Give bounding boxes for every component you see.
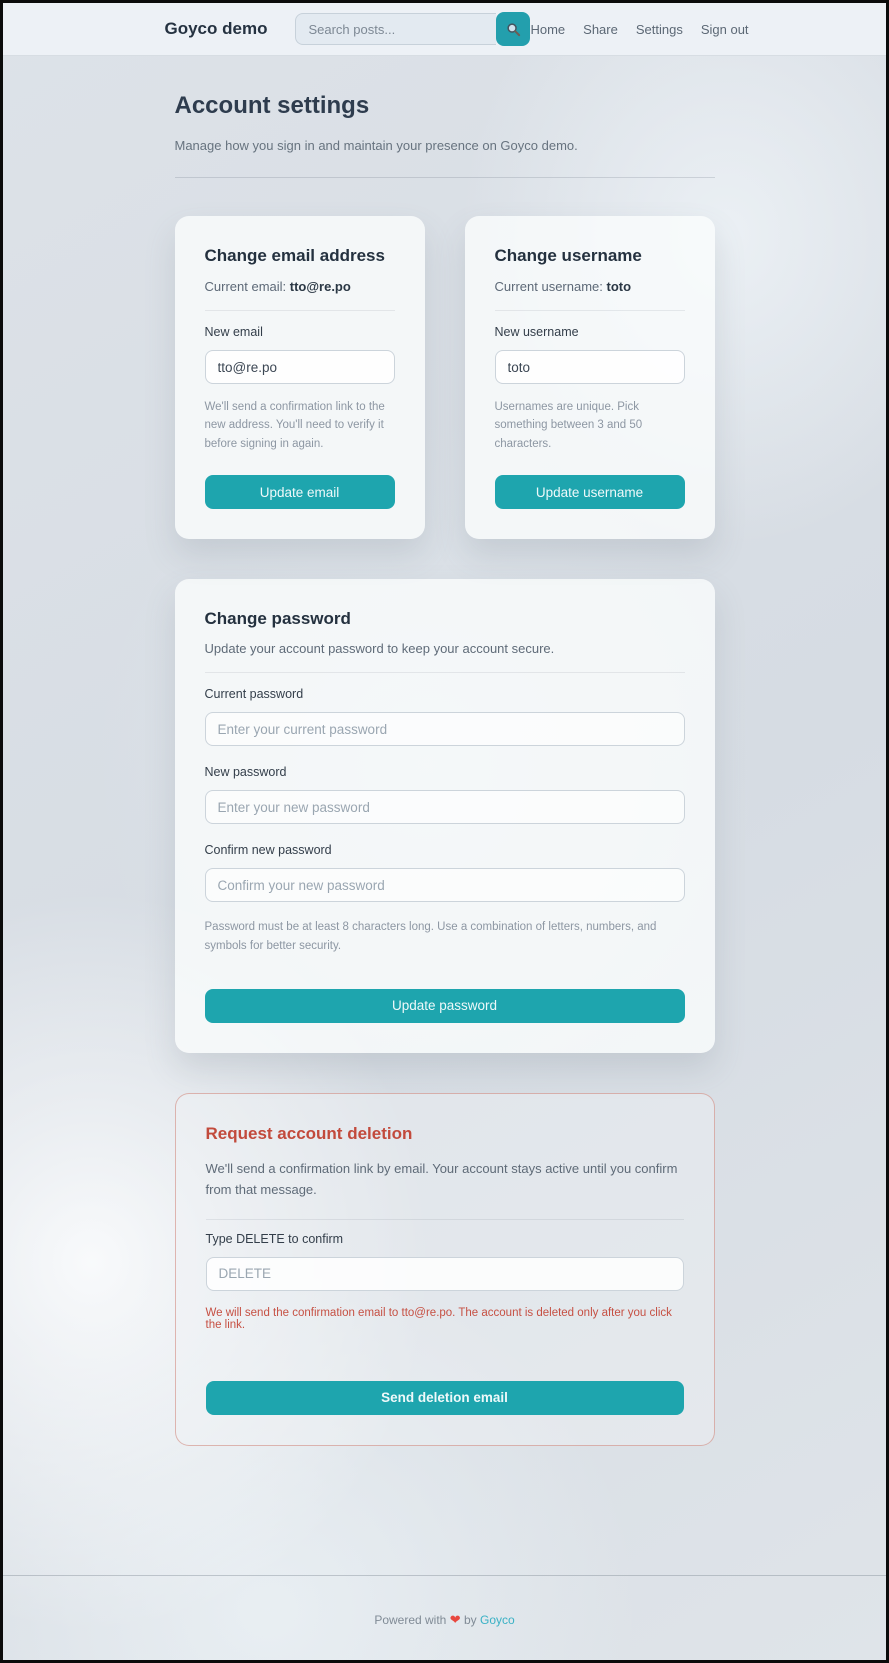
- username-help-text: Usernames are unique. Pick something between 3 and 50 characters.: [494, 401, 643, 450]
- card-divider: [206, 1219, 684, 1220]
- nav-link-share[interactable]: Share: [583, 21, 618, 37]
- search-icon: [506, 22, 521, 37]
- page-title: Account settings: [174, 92, 370, 119]
- page-footer: [3, 1575, 886, 1660]
- delete-confirm-input[interactable]: [206, 1257, 684, 1291]
- email-help-text: We'll send a confirmation link to the new address. You'll need to verify it before signing in again.: [204, 401, 385, 450]
- current-email-line: [205, 279, 395, 294]
- new-email-label: New email: [204, 325, 263, 339]
- delete-confirm-label: Type DELETE to confirm: [205, 1231, 344, 1246]
- update-email-button[interactable]: Update email: [205, 475, 395, 509]
- deletion-warning-text: We will send the confirmation email to tto@re.po. The account is deleted only after you click the link.: [205, 1306, 672, 1331]
- change-password-card: [175, 579, 715, 1053]
- change-password-subtitle: Update your account password to keep your account secure.: [204, 641, 555, 657]
- new-username-input[interactable]: [495, 350, 685, 384]
- password-help-text: Password must be at least 8 characters long. Use a combination of letters, numbers, and symbols for better security.: [204, 921, 657, 952]
- change-username-card: [465, 216, 715, 539]
- card-divider: [205, 310, 395, 311]
- nav-link-signout[interactable]: Sign out: [700, 21, 749, 37]
- confirm-password-label: Confirm new password: [204, 843, 332, 858]
- nav-link-home[interactable]: Home: [530, 21, 566, 37]
- current-username-label: Current username:: [494, 279, 607, 294]
- current-email-value: tto@re.po: [289, 279, 351, 294]
- new-email-input[interactable]: [205, 350, 395, 384]
- search-input[interactable]: [295, 13, 496, 45]
- current-password-input[interactable]: [205, 712, 685, 746]
- new-password-label: New password: [204, 765, 287, 780]
- search-button[interactable]: [496, 12, 530, 46]
- heart-icon: ❤: [449, 1612, 461, 1627]
- card-divider: [495, 310, 685, 311]
- current-password-label: Current password: [204, 687, 304, 702]
- send-deletion-email-button[interactable]: Send deletion email: [206, 1381, 684, 1415]
- top-navbar: [3, 3, 886, 56]
- current-username-line: [495, 279, 685, 294]
- page-subtitle: Manage how you sign in and maintain your presence on Goyco demo.: [174, 138, 578, 153]
- change-username-title: Change username: [494, 246, 642, 265]
- brand-link[interactable]: Goyco demo: [164, 19, 268, 38]
- change-email-card: [175, 216, 425, 539]
- new-username-label: New username: [494, 325, 579, 339]
- current-username-value: toto: [606, 279, 632, 294]
- card-divider: [205, 672, 685, 673]
- change-email-title: Change email address: [204, 246, 385, 265]
- nav-link-settings[interactable]: Settings: [635, 21, 683, 37]
- request-deletion-card: [175, 1093, 715, 1446]
- search-form: [295, 12, 530, 46]
- footer-goyco-link[interactable]: Goyco: [479, 1613, 515, 1627]
- footer-text: by: [463, 1613, 477, 1627]
- change-password-title: Change password: [204, 609, 351, 629]
- update-password-button[interactable]: Update password: [205, 989, 685, 1023]
- confirm-password-input[interactable]: [205, 868, 685, 902]
- email-username-row: [175, 216, 715, 539]
- nav-links: [530, 22, 748, 37]
- current-email-label: Current email:: [204, 279, 290, 294]
- new-password-input[interactable]: [205, 790, 685, 824]
- update-username-button[interactable]: Update username: [495, 475, 685, 509]
- account-settings-page: [175, 56, 715, 1575]
- deletion-description: We'll send a confirmation link by email. Your account stays active until you confirm from that message.: [205, 1160, 678, 1198]
- footer-text: Powered with: [374, 1613, 447, 1627]
- request-deletion-title: Request account deletion: [205, 1123, 413, 1143]
- header-divider: [175, 177, 715, 178]
